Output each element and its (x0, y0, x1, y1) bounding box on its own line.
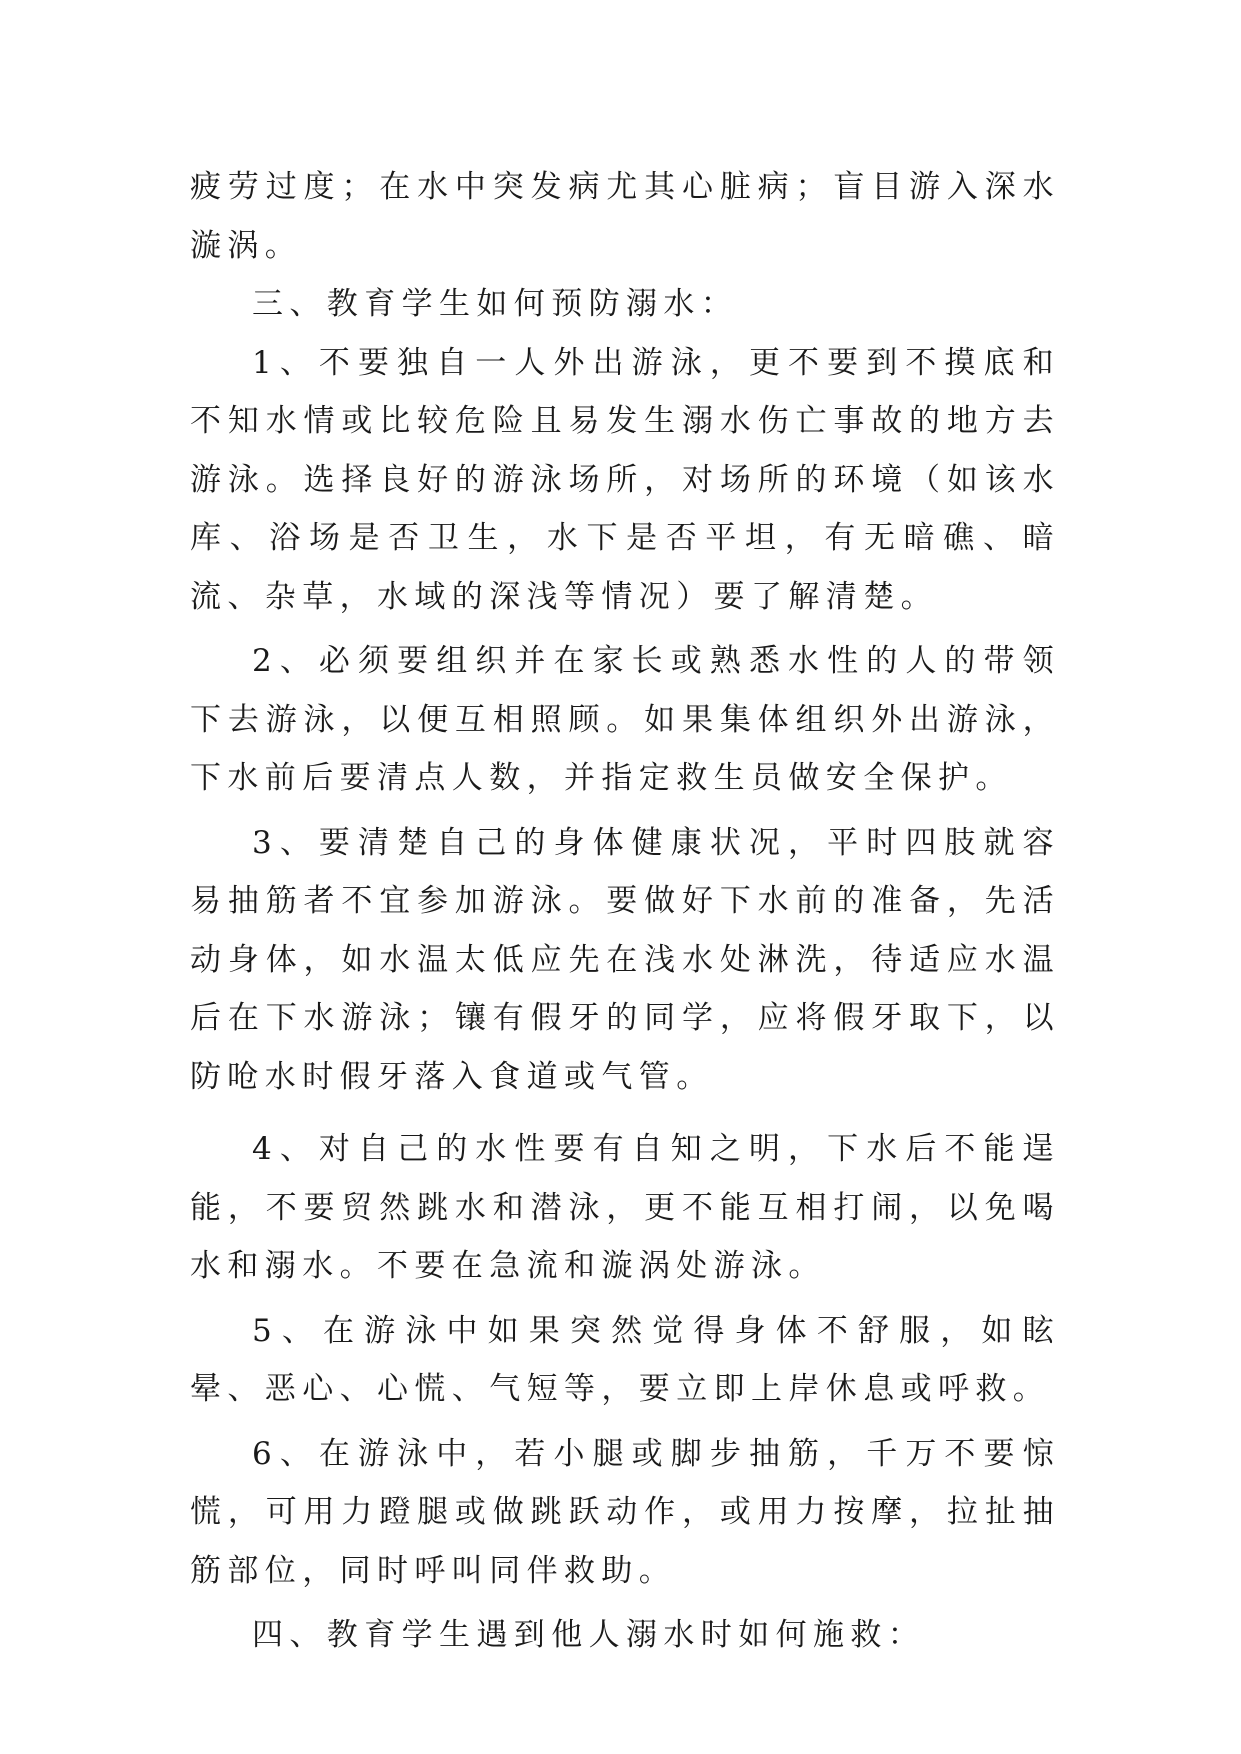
document-body (190, 158, 1060, 1665)
section-heading-prevention: 三、教育学生如何预防溺水： (252, 286, 739, 322)
list-item-4: 4、对自己的水性要有自知之明，下水后不能逞能，不要贸然跳水和潜泳，更不能互相打闹，以免喝水和溺水。不要在急流和漩涡处游泳。 (190, 1131, 1060, 1284)
section-heading-rescue: 四、教育学生遇到他人溺水时如何施救： (252, 1617, 926, 1653)
list-item-3: 3、要清楚自己的身体健康状况，平时四肢就容易抽筋者不宜参加游泳。要做好下水前的准备，先活动身体，如水温太低应先在浅水处淋洗，待适应水温后在下水游泳；镶有假牙的同学，应将假牙取下，以防呛水时假牙落入食道或气管。 (190, 824, 1060, 1095)
list-item-6: 6、在游泳中，若小腿或脚步抽筋，千万不要惊慌，可用力蹬腿或做跳跃动作，或用力按摩，拉扯抽筋部位，同时呼叫同伴救助。 (190, 1435, 1060, 1589)
list-item-2: 2、必须要组织并在家长或熟悉水性的人的带领下去游泳，以便互相照顾。如果集体组织外出游泳，下水前后要清点人数，并指定救生员做安全保护。 (190, 643, 1060, 796)
paragraph-continuation: 疲劳过度；在水中突发病尤其心脏病；盲目游入深水漩涡。 (190, 169, 1060, 264)
list-item-5: 5、在游泳中如果突然觉得身体不舒服，如眩晕、恶心、心慌、气短等，要立即上岸休息或呼救。 (190, 1312, 1060, 1407)
list-item-1: 1、不要独自一人外出游泳，更不要到不摸底和不知水情或比较危险且易发生溺水伤亡事故的地方去游泳。选择良好的游泳场所，对场所的环境（如该水库、浴场是否卫生，水下是否平坦，有无暗礁、暗流、杂草，水域的深浅等情况）要了解清楚。 (190, 344, 1060, 615)
